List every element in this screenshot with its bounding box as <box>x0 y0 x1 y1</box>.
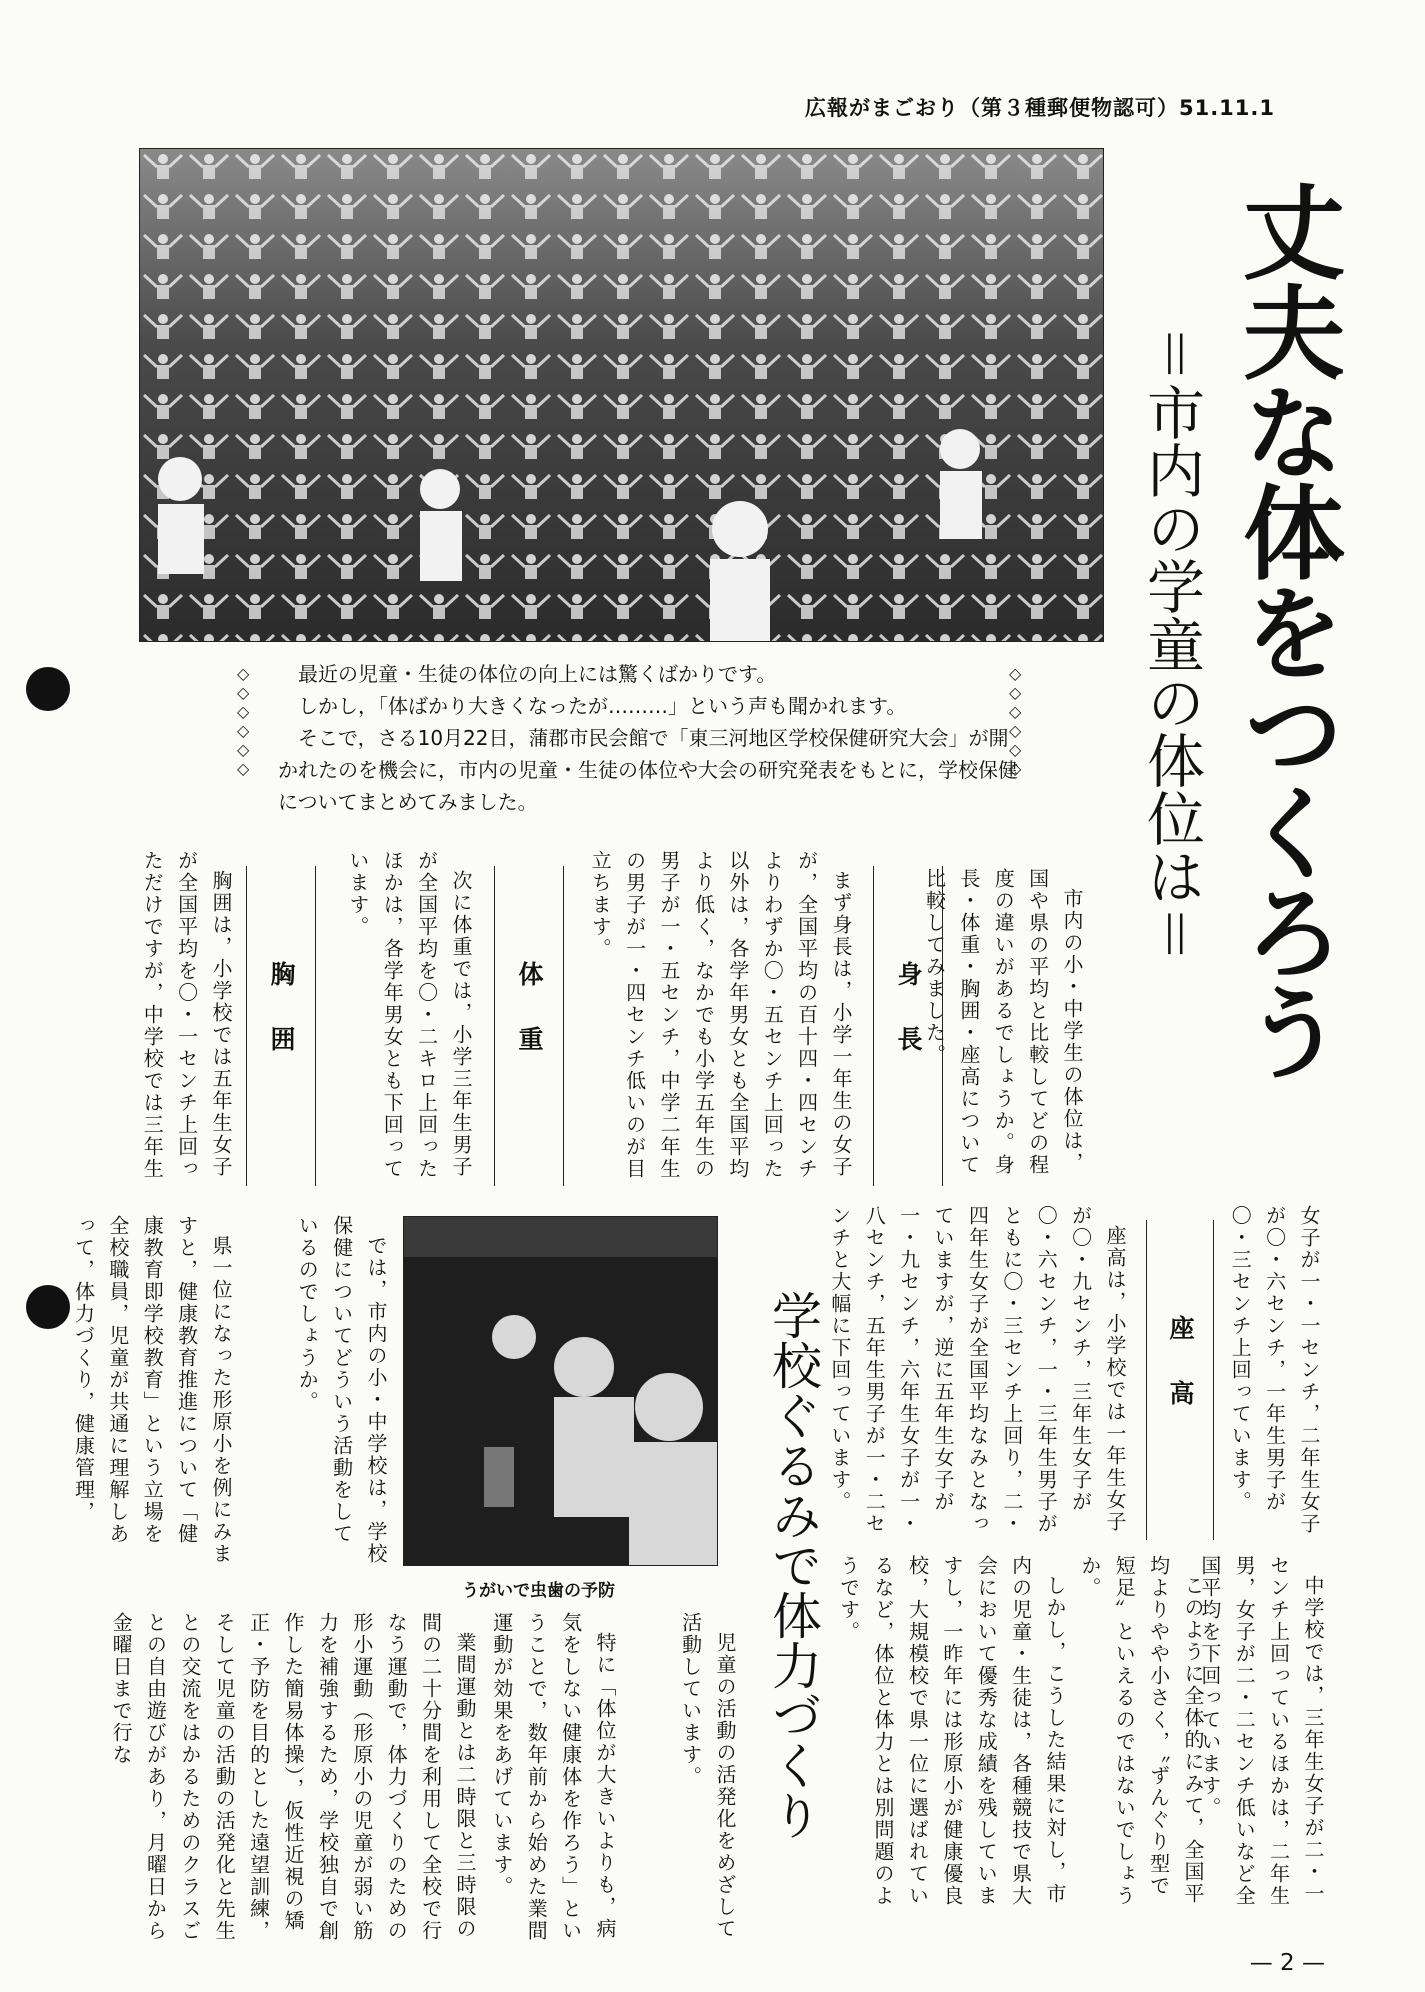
article-subtitle: ＝市内の学童の体位は＝ <box>1137 325 1205 963</box>
heading-shincho: 身長 <box>873 866 943 1186</box>
punch-hole-bottom <box>26 1285 70 1329</box>
result-column: しかし，こうした結果に対し，市内の児童・生徒は，各種競技で県大会において優秀な成績を残していますし，一昨年には形原小が健康優良校，大規模校で県一位に選ばれているなど，体位と体力とは別問題のようです。 <box>836 1555 1067 1907</box>
heading-kyoi: 胸囲 <box>246 866 316 1186</box>
school-column-2: 県一位になった形原小を例にみますと，健康教育推進について「健康教育即学校教育」という立場を全校職員，児童が共通に理解しあって，体力づくり，健康管理， <box>71 1215 233 1565</box>
school-column-1: では，市内の小・中学校は，学校保健についてどういう活動をしているのでしょうか。 <box>295 1215 388 1565</box>
article-title: 丈夫な体をつくろう <box>1226 180 1345 1080</box>
photo-caption: うがいで虫歯の予防 <box>462 1581 615 1601</box>
school-column-4: 特に「体位が大きいよりも，病気をしない健康体を作ろう」ということで，数年前から始めた業間運動が効果をあげています。 <box>489 1612 617 1942</box>
heading-taiju: 体重 <box>494 866 564 1186</box>
intro-text <box>278 658 1018 818</box>
page-number: — 2 — <box>1249 1950 1325 1976</box>
section-heading-school: 学校ぐるみで体力づくり <box>764 1290 822 1840</box>
intro-line-3: そこで，さる10月22日，蒲郡市民会館で「東三河地区学校保健研究大会」が開かれたのを機会に，市内の児童・生徒の体位や大会の研究発表をもとに，学校保健についてまとめてみました。 <box>278 726 1018 814</box>
chugaku-column: 中学校では，三年生女子が二・一センチ上回っているほかは，二年生男，女子が二・二センチ低いなど全国平均を下回っています。 <box>1197 1555 1325 1907</box>
school-column-3: 児童の活動の活発化をめざして活動しています。 <box>678 1612 737 1940</box>
intro-line-2: しかし，「体ばかり大きくなったが………」という声も聞かれます。 <box>298 694 907 718</box>
intro-line-1: 最近の児童・生徒の体位の向上には驚くばかりです。 <box>298 662 777 686</box>
zako-column: 座高は，小学校では一年生女子が〇・九センチ，三年生女子が〇・六センチ，一・三年生男子がともに〇・三センチ上回り，二・四年生女子が全国平均なみとなっていますが，逆に五年生女子が一・九センチ，六年生女子が一・八センチ，五年生男子が一・二センチと大幅に下回っています。 <box>827 1205 1127 1535</box>
gargle-photo <box>403 1216 718 1566</box>
diamond-border-left: ◇◇◇◇◇◇ <box>233 664 253 778</box>
heading-zako: 座高 <box>1146 1220 1214 1540</box>
exercise-photo <box>139 148 1104 642</box>
page-header: 広報がまごおり（第３種郵便物認可）51.11.1 <box>804 96 1275 120</box>
summary-column: このように全体的にみて，全国平均よりやや小さく，〝ずんぐり型で短足〟といえるのではないでしょうか。 <box>1077 1555 1205 1907</box>
school-column-5: 業間運動とは二時限と三時限の間の二十分間を利用して全校で行なう運動で，体力づくりのための形小運動（形原小の児童が弱い筋力を補強するため，学校独自で創作した簡易体操），仮性近視の矯正・予防を目的とした遠望訓練，そして児童の活動の活発化と先生との交流をはかるためのクラスごとの自由遊びがあり，月曜日から金曜日まで行な <box>109 1612 477 1942</box>
kyoi-continued-column: 女子が一・一センチ，二年生女子が〇・六センチ，一年生男子が〇・三センチ上回っています。 <box>1228 1205 1321 1535</box>
kyoi-column: 胸囲は，小学校では五年生女子が全国平均を〇・一センチ上回っただけですが，中学校では三年生 <box>140 850 233 1180</box>
punch-hole-top <box>26 667 70 711</box>
shincho-column: まず身長は，小学一年生の女子が，全国平均の百十四・四センチよりわずか〇・五センチ上回った以外は，各学年男女とも全国平均より低く，なかでも小学五年生の男子が一・五センチ，中学二年生の男子が一・四センチ低いのが目立ちます。 <box>588 850 853 1180</box>
taiju-column: 次に体重では，小学三年生男子が全国平均を〇・二キロ上回ったほかは，各学年男女とも下回っています。 <box>345 850 473 1180</box>
intro-column: 市内の小・中学生の体位は，国や県の平均と比較してどの程度の違いがあるでしょうか。身長・体重・胸囲・座高について比較してみました。 <box>922 868 1084 1176</box>
diamond-border-right: ◇◇◇◇◇◇ <box>1005 664 1025 778</box>
